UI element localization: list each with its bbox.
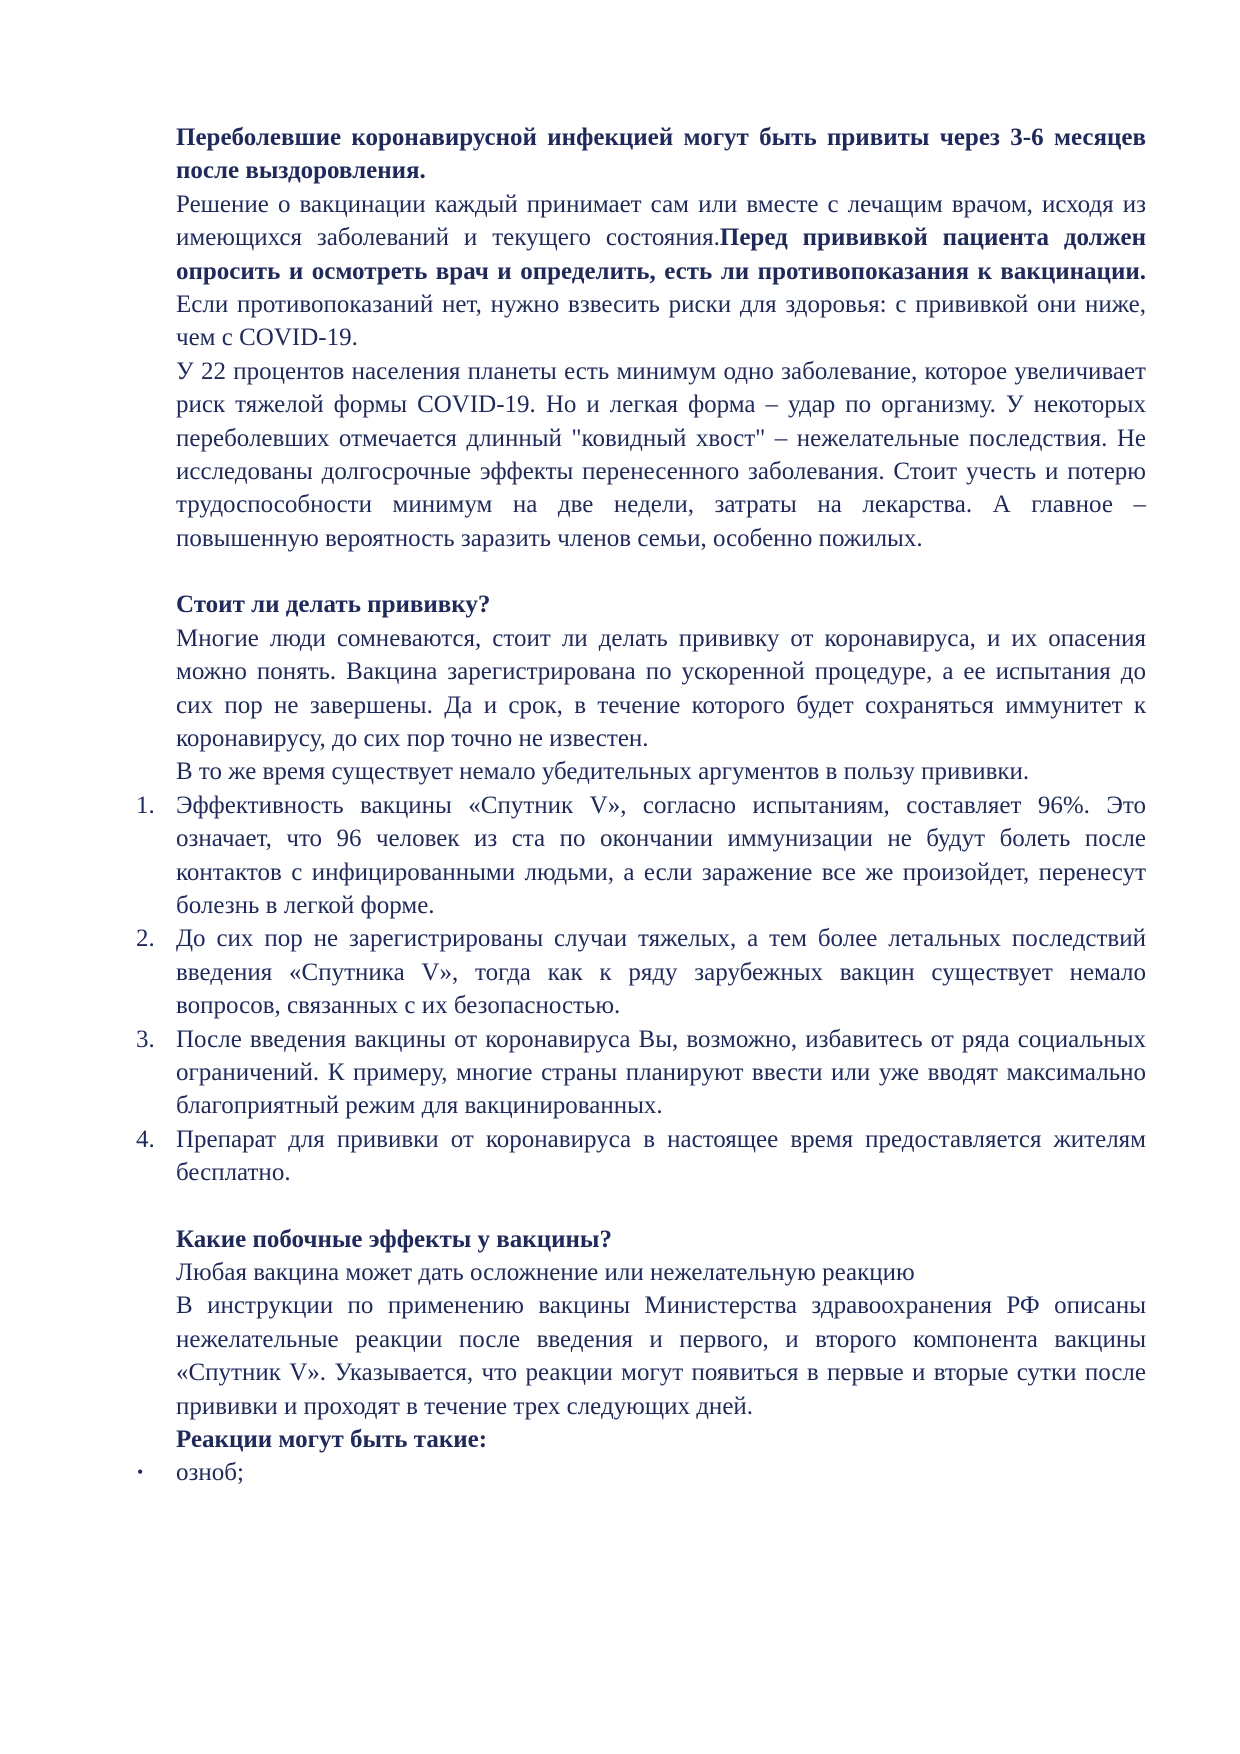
intro-p1-bold: Перед прививкой пациента должен опросить и осмотреть врач и определить, есть ли противопоказания к вакцинации. [176, 224, 1146, 285]
list-item-text: Эффективность вакцины «Спутник V», согласно испытаниям, составляет 96%. Это означает, что 96 человек из ста по окончании иммунизации не будут болеть после контактов с инфицированными людьми, а если заражение все же произойдет, перенесут болезнь в легкой форме. [176, 791, 1146, 919]
section1-paragraph-2: В то же время существует немало убедительных аргументов в пользу прививки. [176, 758, 1030, 786]
list-item [136, 1023, 1146, 1123]
section1-heading: Стоит ли делать прививку? [176, 591, 491, 619]
list-item-text: До сих пор не зарегистрированы случаи тяжелых, а тем более летальных последствий введения «Спутника V», тогда как к ряду зарубежных вакцин существует немало вопросов, связанных с их безопасностью. [176, 925, 1146, 1020]
intro-paragraph-2: У 22 процентов населения планеты есть минимум одно заболевание, которое увеличивает риск тяжелой формы COVID-19. Но и легкая форма – удар по организму. У некоторых переболевших отмечается длинный "ковидный хвост" – нежелательные последствия. Не исследованы долгосрочные эффекты перенесенного заболевания. Стоит учесть и потерю трудоспособности минимум на две недели, затраты на лекарства. А главное – повышенную вероятность заразить членов семьи, особенно пожилых. [176, 357, 1146, 552]
reactions-heading: Реакции могут быть такие: [176, 1426, 488, 1454]
list-item-number: 4. [136, 1125, 155, 1153]
section-gap [176, 555, 1146, 588]
section2-paragraph-1: Любая вакцина может дать осложнение или нежелательную реакцию [176, 1259, 915, 1286]
list-item-number: 1. [136, 791, 155, 819]
section1-paragraph-1: Многие люди сомневаются, стоит ли делать прививку от коронавируса, и их опасения можно понять. Вакцина зарегистрирована по ускоренной процедуре, а ее испытания до сих пор не завершены. Да и срок, в течение которого будет сохраняться иммунитет к коронавирусу, до сих пор точно не известен. [176, 624, 1146, 752]
reactions-list [137, 1456, 1146, 1489]
section2-paragraph-2: В инструкции по применению вакцины Министерства здравоохранения РФ описаны нежелательные реакции после введения и первого, и второго компонента вакцины «Спутник V». Указывается, что реакции могут появиться в первые и вторые сутки после прививки и проходят в течение трех следующих дней. [176, 1292, 1146, 1420]
list-item-number: 3. [136, 1025, 155, 1053]
intro-p1-text: Решение о вакцинации каждый принимает сам или вместе с лечащим врачом, исходя из имеющихся заболеваний и текущего состояния. [176, 190, 1146, 252]
list-item [136, 1123, 1146, 1190]
list-item-text: Препарат для прививки от коронавируса в настоящее время предоставляется жителям бесплатно. [176, 1125, 1146, 1187]
intro-heading: Переболевшие коронавирусной инфекцией могут быть привиты через 3-6 месяцев после выздоровления. [176, 124, 1146, 185]
list-item [136, 922, 1146, 1022]
section-gap [176, 1190, 1146, 1223]
list-item [137, 1456, 1146, 1489]
document-body [136, 121, 1146, 1490]
intro-p1-tail: Если противопоказаний нет, нужно взвесить риски для здоровья: с прививкой они ниже, чем с COVID-19. [176, 291, 1146, 352]
bullet-icon: • [137, 1462, 144, 1483]
section2-heading: Какие побочные эффекты у вакцины? [176, 1225, 612, 1253]
list-item-text: озноб; [176, 1459, 244, 1487]
intro-paragraph-1 [176, 188, 1146, 355]
list-item [136, 789, 1146, 923]
list-item-number: 2. [136, 925, 155, 953]
arguments-list [136, 789, 1146, 1190]
list-item-text: После введения вакцины от коронавируса Вы, возможно, избавитесь от ряда социальных ограничений. К примеру, многие страны планируют ввести или уже вводят максимально благоприятный режим для вакцинированных. [176, 1025, 1146, 1120]
